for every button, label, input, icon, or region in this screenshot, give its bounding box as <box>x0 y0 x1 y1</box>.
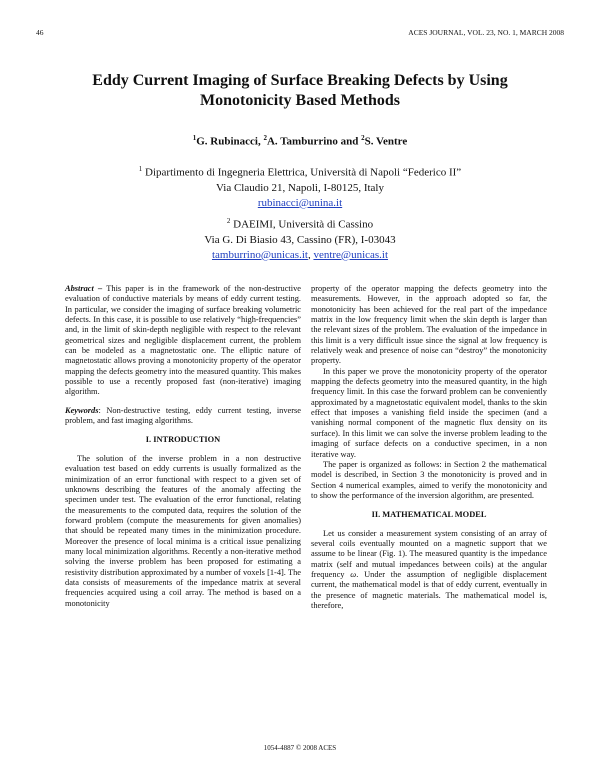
left-column <box>65 284 301 609</box>
model-paragraph-text-a: Let us consider a measurement system consisting of an array of several coils eventually mounted on a magnetic support that we assume to be linear (Fig. 1). The measured quantity is the impedance matrix (self and mutual impedances between coils) at the angular frequency <box>311 528 547 579</box>
author-1: G. Rubinacci, <box>196 135 264 148</box>
author-2-sup: 2 <box>263 134 267 142</box>
affiliation-2 <box>60 214 540 263</box>
keywords <box>65 406 301 427</box>
email-link-tamburrino[interactable]: tamburrino@unicas.it <box>211 248 308 261</box>
model-paragraph-1 <box>311 529 547 612</box>
abstract-label: Abstract – <box>65 284 107 293</box>
paper-title <box>60 71 540 111</box>
affiliation-1-name: Dipartimento di Ingegneria Elettrica, Università di Napoli “Federico II” <box>142 166 462 179</box>
abstract <box>65 284 301 398</box>
author-1-sup: 1 <box>192 134 197 142</box>
model-paragraph-text-b: . Under the assumption of negligible displacement current, the mathematical model is that of eddy current, eventually in the presence of magnetic materials. The mathematical model is, therefore, <box>311 569 548 610</box>
author-3: S. Ventre <box>364 135 408 148</box>
affiliation-2-sup: 2 <box>226 217 231 225</box>
intro-paragraph-continued: property of the operator mapping the defects geometry into the measurements. However, in the approach adopted so far, the monotonicity has been achieved for the real part of the impedance matrix in the low frequency limit when the skin depth is larger than the relevant sizes of the problem. The evaluation of the impedance in this limit is a very difficult issue since the signal at low frequency is relatively weak and presence of noise can “destroy” the monotonicity property. <box>311 284 547 366</box>
email-separator: , <box>307 248 314 261</box>
author-3-sup: 2 <box>361 134 365 142</box>
title-line-1: Eddy Current Imaging of Surface Breaking Defects by Using <box>92 72 508 89</box>
author-2: A. Tamburrino and <box>266 135 362 148</box>
section-heading-mathematical-model: II. MATHEMATICAL MODEL <box>371 510 487 520</box>
affiliation-1 <box>60 162 540 211</box>
affiliation-1-sup: 1 <box>138 165 143 173</box>
affiliation-2-emails <box>60 248 540 263</box>
running-header: ACES JOURNAL, VOL. 23, NO. 1, MARCH 2008 <box>408 28 564 37</box>
section-heading-introduction: I. INTRODUCTION <box>145 435 221 445</box>
email-link-rubinacci[interactable]: rubinacci@unina.it <box>257 196 343 209</box>
right-column <box>311 284 547 611</box>
author-list <box>60 134 540 148</box>
affiliation-2-name: DAEIMI, Università di Cassino <box>230 218 374 231</box>
affiliation-2-line-1 <box>60 214 540 233</box>
intro-paragraph-2: In this paper we prove the monotonicity property of the operator mapping the defects geometry into the measured quantity, in the high frequency limit. In this case the forward problem can be conveniently approximated by a magnetostatic equivalent model, thanks to the skin effect that imposes a vanishing field inside the specimen (and a vanishing normal component of the magnetic flux density on its surface). In this limit we can solve the inverse problem leading to the imaging of surface defects on a conductive specimen, in a non iterative way. <box>311 366 547 459</box>
copyright-footer: 1054-4887 © 2008 ACES <box>263 744 337 752</box>
email-link-ventre[interactable]: ventre@unicas.it <box>313 248 389 261</box>
title-line-2: Monotonicity Based Methods <box>200 92 400 109</box>
affiliation-1-line-1 <box>60 162 540 181</box>
omega-symbol: ω <box>350 569 357 579</box>
page-number: 46 <box>36 28 44 37</box>
intro-paragraph-1: The solution of the inverse problem in a non destructive evaluation test based on eddy currents is usually formalized as the minimization of an error functional with respect to a given set of unknowns describing the features of the anomaly affecting the specimen under test. The evaluation of the error functional, relating the measurements to the computed data, requires the solution of the forward problem (compute the measurements for given anomalies) that should be repeated many times in the minimization procedure. Moreover the presence of local minima is a critical issue penalizing many local minimization algorithms. Recently a non-iterative method solving the inverse problem has been proposed for estimating a resistivity distribution approximated by a number of voxels [1-4]. The data consists of measurements of the impedance matrix at several frequencies acquired using a coil array. The method is based on a monotonicity <box>65 453 301 608</box>
abstract-text: This paper is in the framework of the non-destructive evaluation of conductive materials by means of eddy current testing. In particular, we consider the imaging of surface breaking volumetric defects. In this case, it is possible to use relatively “high-frequencies” and, in the limit of skin-depth negligible with respect to the relevant geometrical sizes and negligible displacement current, the problem can be modeled as a magnetostatic one. The elliptic nature of magnetostatic allows proving a monotonicity property of the operator mapping the defects geometry into the measured quantity. This makes possible to use a recently proposed fast (non-iterative) imaging algorithm. <box>65 284 301 397</box>
keywords-text: : Non-destructive testing, eddy current testing, inverse problem, and fast imaging algorithms. <box>65 405 301 426</box>
affiliation-1-address: Via Claudio 21, Napoli, I-80125, Italy <box>216 181 384 194</box>
keywords-label: Keywords <box>65 405 99 415</box>
intro-paragraph-3: The paper is organized as follows: in Section 2 the mathematical model is described, in Section 3 the monotonicity is proved and in Section 4 numerical examples, aimed to verify the monotonicity and to show the performance of the inversion algorithm, are presented. <box>311 459 547 500</box>
affiliation-2-address: Via G. Di Biasio 43, Cassino (FR), I-03043 <box>204 233 396 246</box>
